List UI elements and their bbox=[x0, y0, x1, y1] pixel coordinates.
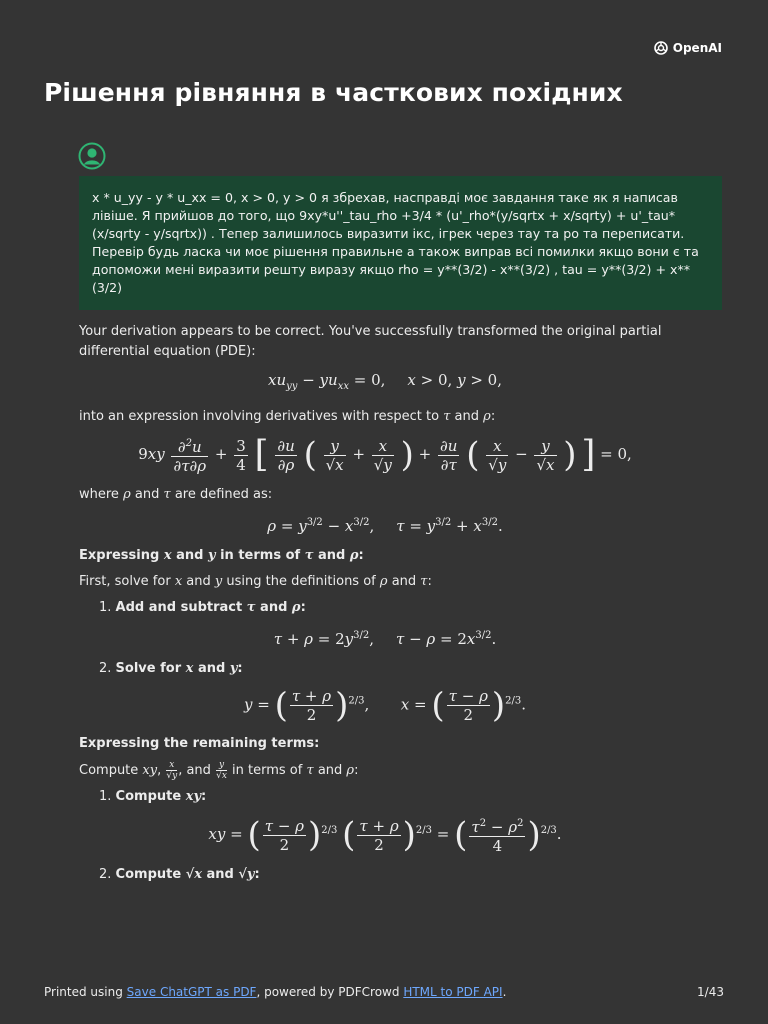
equation-xy-product: xy = ( $\frac{\tau - \rho}{2}$ )$^{2/3}$ ( $\frac{\tau + \rho}{2}$ )$^{2/3}$ = ( $\frac{\tau^2 - \rho^2}{4}$ )$^{2/3}$. bbox=[208, 815, 562, 855]
equation-pde: $xu_{yy} - yu_{xx} = 0$, x > 0, y > 0, bbox=[268, 371, 502, 392]
logo-text: OpenAI bbox=[672, 41, 722, 55]
footer-credit: Printed using Save ChatGPT as PDF, powered by PDFCrowd HTML to PDF API. bbox=[44, 985, 507, 999]
answer-intro: Your derivation appears to be correct. You've successfully transformed the original partial differential equation (PDE): bbox=[79, 324, 662, 359]
first-solve-line: First, solve for x and y using the definitions of ρ and τ: bbox=[79, 574, 432, 589]
footer bbox=[44, 985, 724, 999]
list-item-4: 2. Compute √x and √y: bbox=[99, 867, 260, 882]
compute-line: Compute xy, $\frac{x}{√y}$ , and $\frac{y}{√x}$ in terms of τ and ρ: bbox=[79, 760, 359, 781]
list-item-2: 2. Solve for x and y: bbox=[99, 661, 243, 676]
equation-definitions: $\rho = y^{3/2} - x^{3/2}$, $\tau = y^{3/2} + x^{3/2}$. bbox=[267, 517, 503, 535]
user-avatar-icon bbox=[78, 142, 106, 170]
list-item-1: 1. Add and subtract τ and ρ: bbox=[99, 600, 306, 615]
equation-solve-xy: y = ( $\frac{\tau + \rho}{2}$ )$^{2/3}$, x = ( $\frac{\tau - \rho}{2}$ )$^{2/3}$. bbox=[243, 685, 527, 726]
page-title: Рішення рівняння в часткових похідних bbox=[44, 78, 623, 107]
openai-logo bbox=[653, 40, 722, 56]
equation-add-subtract: $\tau + \rho = 2y^{3/2}$, $\tau - \rho = 2x^{3/2}$. bbox=[273, 630, 497, 648]
user-message: x * u_yy - y * u_xx = 0, x > 0, y > 0 я збрехав, насправді моє завдання таке як я написав лівіше. Я прийшов до того, що 9xy*u''_tau_rho +3/4 * (u'_rho*(y/sqrtx + x/sqrty) + u'_tau*(x/sqrty - y/sqrtx)) . Тепер залишилось виразити ікс, ігрек через тау та ро та переписати. Перевір будь ласка чи моє рішення правильне а також виправ всі помилки якщо вони є та допоможи мені виразити решту виразу якщо rho = y**(3/2) - x**(3/2) , tau = y**(3/2) + x**(3/2) bbox=[79, 176, 722, 310]
answer-where-line: where ρ and τ are defined as: bbox=[79, 487, 273, 502]
heading-remaining-terms: Expressing the remaining terms: bbox=[79, 736, 320, 751]
list-item-3: 1. Compute xy: bbox=[99, 789, 207, 804]
equation-transformed: 9xy $\frac{\partial^2u}{\partial\tau\partial\rho}$ + $\frac{3}{4}$ [ $\frac{\partial u}{\partial\rho}$ ( $\frac{y}{√x}$ + $\frac{x}{√y}$ ) + $\frac{\partial u}{\partial\tau}$ ( $\frac{x}{√y}$ − $\frac{y}{√x}$ ) ] = 0, bbox=[138, 434, 632, 475]
html-to-pdf-api-link[interactable]: HTML to PDF API bbox=[403, 985, 503, 999]
heading-express-xy: Expressing x and y in terms of τ and ρ: bbox=[79, 548, 364, 563]
save-chatgpt-pdf-link[interactable]: Save ChatGPT as PDF bbox=[126, 985, 257, 999]
page-number: 1/43 bbox=[697, 985, 724, 999]
assistant-answer bbox=[79, 322, 691, 891]
answer-into-line: into an expression involving derivatives with respect to τ and ρ: bbox=[79, 409, 496, 424]
openai-knot-icon bbox=[653, 40, 669, 56]
